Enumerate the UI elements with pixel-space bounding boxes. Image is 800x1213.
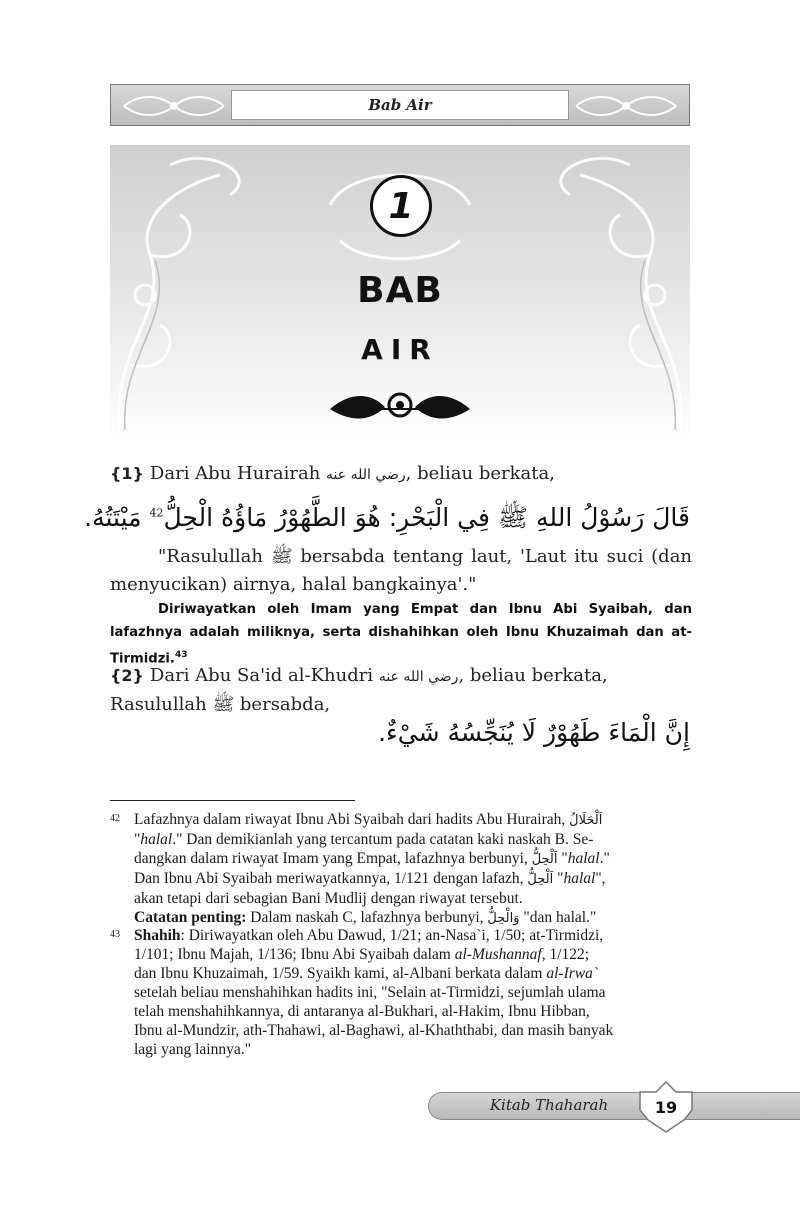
- book-title: Kitab Thaharah: [489, 1096, 609, 1114]
- hadith-number-badge: {2}: [110, 666, 144, 685]
- note-label: Catatan penting:: [134, 909, 247, 926]
- header-ornament-left: [119, 91, 229, 121]
- hadith-1-arabic: قَالَ رَسُوْلُ اللهِ ﷺ فِي الْبَحْرِ: هُوَ الطَّهُوْرُ مَاؤُهُ الْحِلُّ$^{42}$ مَيْتَتُهُ.: [84, 503, 690, 532]
- chapter-title-line1: BAB: [357, 270, 443, 311]
- footer-bar: [428, 1092, 800, 1120]
- footnote-separator: [110, 800, 355, 801]
- running-header: [110, 84, 690, 126]
- hadith-number-badge: {1}: [110, 464, 144, 483]
- chapter-title-line2: AIR: [361, 333, 439, 366]
- page-number: 19: [654, 1097, 678, 1117]
- footnote-ref-43[interactable]: 43: [174, 650, 188, 660]
- footnote-43: 43 Shahih: Diriwayatkan oleh Abu Dawud, 1/21; an-Nasa`i, 1/50; at-Tirmidzi, 1/101; Ibnu Majah, 1/136; Ibnu Abi Syaibah dalam al-Mushannaf, 1/122; dan Ibnu Khuzaimah, 1/59. Syaikh kami, al-Albani berkata dalam al-Irwa` setelah beliau menshahihkan hadits ini, "Selain at-Tirmidzi, sejumlah ulama telah menshahihkannya, di antaranya al-Bukhari, al-Hakim, Ibnu Hibban, Ibnu al-Mundzir, ath-Thahawi, al-Baghawi, al-Khaththabi, dan masih banyak lagi yang lainnya.": [110, 927, 614, 1058]
- divider-ornament: [325, 387, 475, 427]
- running-title: Bab Air: [231, 90, 569, 120]
- chapter-number: 1: [370, 175, 432, 237]
- hadith-2-arabic: إِنَّ الْمَاءَ طَهُوْرٌ لَا يُنَجِّسُهُ شَيْءٌ.: [378, 718, 690, 747]
- honorific-glyph: رضي الله عنه: [378, 669, 459, 685]
- hadith-1-narration: Diriwayatkan oleh Imam yang Empat dan Ibnu Abi Syaibah, dan lafazhnya adalah miliknya, serta dishahihkan oleh Ibnu Khuzaimah dan at-Tirmidzi.$^{43}$: [110, 602, 692, 667]
- hadith-1-translation: "Rasulullah ﷺ bersabda tentang laut, 'Laut itu suci (dan menyucikan) airnya, halal bangkainya'.": [110, 546, 693, 595]
- honorific-glyph: رضي الله عنه: [326, 467, 406, 483]
- footnote-42: 42 Lafazhnya dalam riwayat Ibnu Abi Syaibah dari hadits Abu Hurairah, اَلْحَلَالُ "halal." Dan demikianlah yang tercantum pada catatan kaki naskah B. Se- dangkan dalam riwayat Imam yang Empat, lafazhnya berbunyi, اَلْحِلُّ "halal." Dan Ibnu Abi Syaibah meriwayatkannya, 1/121 dengan lafazh, اَلْحِلُّ "halal", akan tetapi dari sebagian Bani Mudlij dengan riwayat tersebut. Catatan penting: Dalam naskah C, lafazhnya berbunyi, وَالْحِلُّ "dan halal.": [110, 811, 610, 926]
- hadith-1-intro: {1} Dari Abu Hurairah رضي الله عنه, beliau berkata,: [110, 460, 700, 489]
- header-ornament-right: [571, 91, 681, 121]
- chapter-banner: [110, 145, 690, 443]
- hadith-2-intro: {2} Dari Abu Sa'id al-Khudri رضي الله عنه, beliau berkata, Rasulullah ﷺ bersabda,: [110, 662, 700, 719]
